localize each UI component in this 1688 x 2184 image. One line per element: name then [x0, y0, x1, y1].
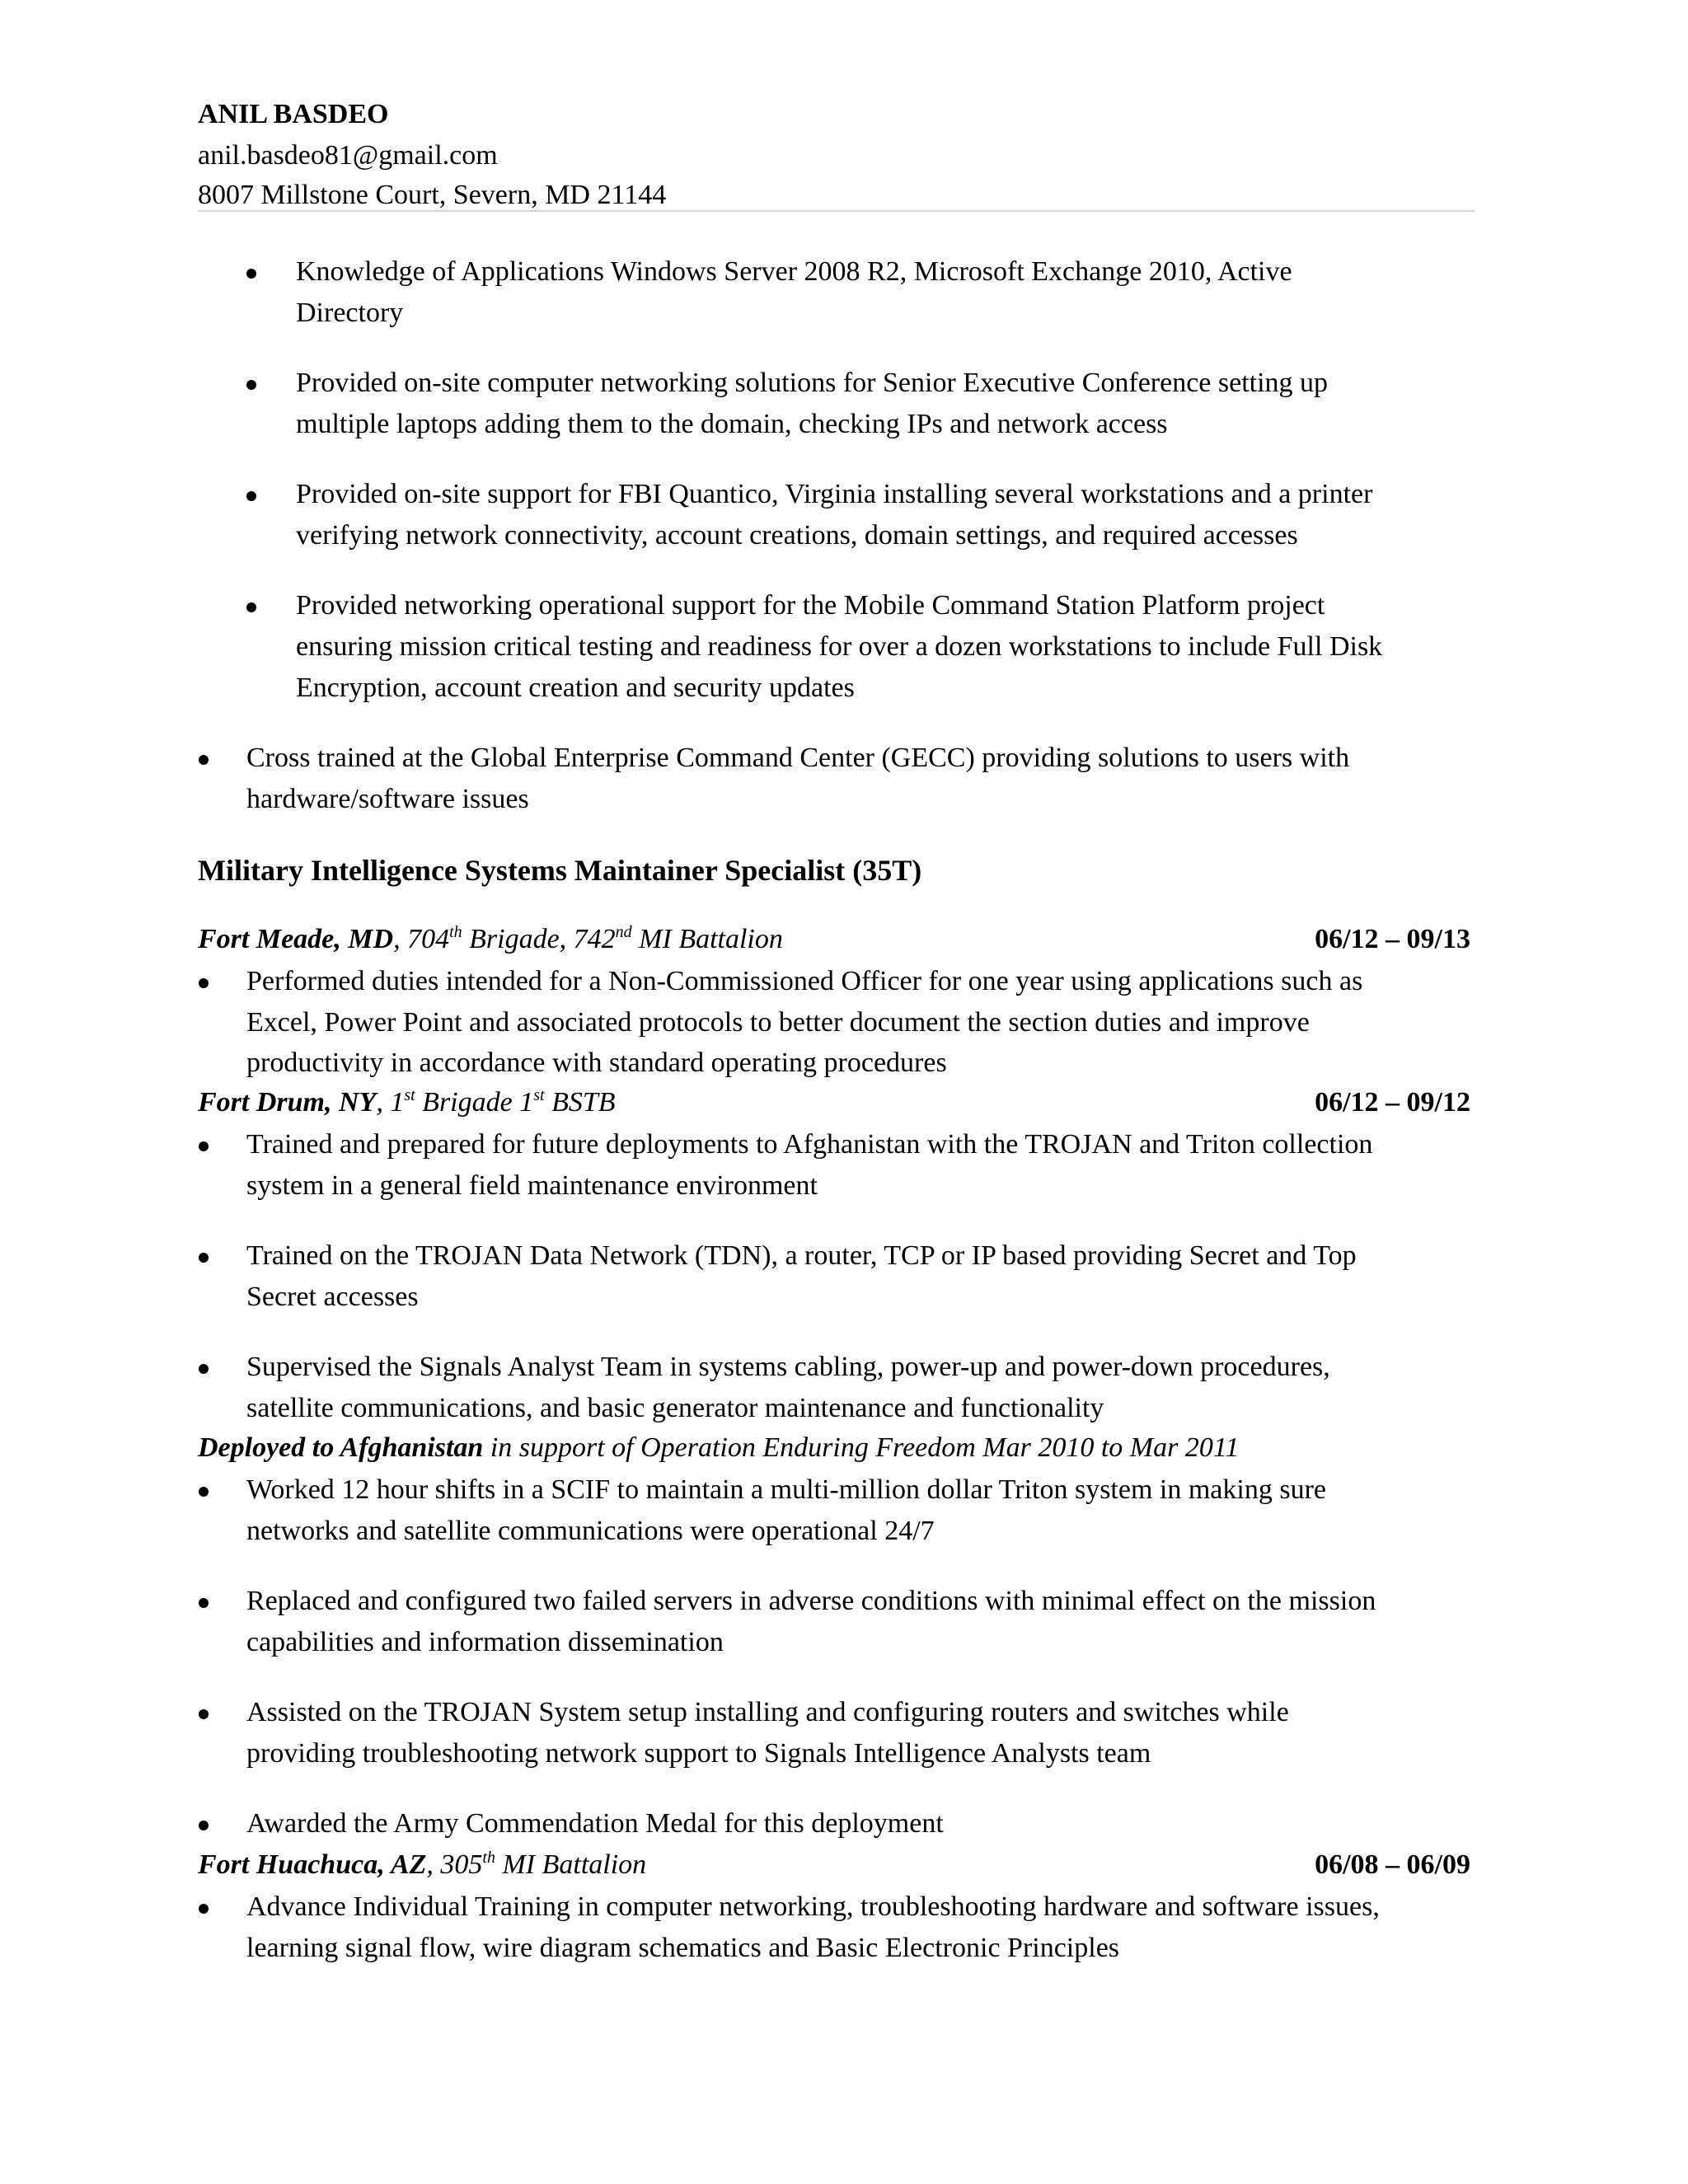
list-item-line: networks and satellite communications were operational 24/7 [246, 1516, 935, 1546]
entry-unit-text: , 1 [376, 1087, 405, 1118]
bullet-dot [199, 1253, 209, 1263]
bullet-dot [199, 755, 209, 765]
candidate-address: 8007 Millstone Court, Severn, MD 21144 [198, 180, 667, 210]
candidate-email: anil.basdeo81@gmail.com [198, 140, 498, 171]
ordinal-suffix: st [533, 1086, 545, 1104]
list-item-line: Excel, Power Point and associated protocols to better document the section duties and improve [246, 1007, 1310, 1038]
list-item-line: Provided networking operational support for the Mobile Command Station Platform project [296, 590, 1325, 621]
entry-dates: 06/12 – 09/12 [1315, 1087, 1470, 1118]
list-item-line: Knowledge of Applications Windows Server 2008 R2, Microsoft Exchange 2010, Active [296, 256, 1292, 287]
section-title: Military Intelligence Systems Maintainer Specialist (35T) [198, 854, 922, 887]
entry-unit-text: in support of Operation Enduring Freedom Mar 2010 to Mar 2011 [483, 1432, 1240, 1463]
bullet-dot [199, 1364, 209, 1374]
list-item-line: productivity in accordance with standard operating procedures [246, 1047, 947, 1078]
ordinal-suffix: th [449, 923, 462, 941]
list-item-line: Replaced and configured two failed servers in adverse conditions with minimal effect on the mission [246, 1586, 1376, 1616]
entry-unit-text: BSTB [544, 1087, 616, 1118]
entry-place: Fort Drum, NY [198, 1087, 377, 1118]
entry-unit-text: , 704 [393, 924, 450, 954]
list-item-line: capabilities and information dissemination [246, 1627, 724, 1657]
header-divider [198, 210, 1475, 212]
entry-dates: 06/08 – 06/09 [1315, 1849, 1470, 1880]
entry-place: Deployed to Afghanistan [198, 1432, 484, 1463]
entry-place: Fort Huachuca, AZ [198, 1849, 427, 1880]
bullet-dot [199, 1821, 209, 1830]
entry-place: Fort Meade, MD [198, 924, 394, 954]
entry-unit-text: , 305 [426, 1849, 483, 1880]
list-item-line: Trained and prepared for future deployments to Afghanistan with the TROJAN and Triton collection [246, 1129, 1373, 1160]
list-item-line: Provided on-site support for FBI Quantico, Virginia installing several workstations and a printer [296, 479, 1373, 509]
bullet-dot [199, 1487, 209, 1497]
entry-heading-fort-drum [198, 1086, 616, 1118]
bullet-dot [199, 978, 209, 988]
bullet-dot [246, 269, 256, 279]
entry-heading-afghanistan [198, 1434, 1239, 1462]
entry-heading-fort-meade [198, 923, 783, 954]
bullet-dot [199, 1598, 209, 1608]
entry-unit-text: Brigade, 742 [462, 924, 616, 954]
list-item-line: hardware/software issues [246, 784, 529, 814]
bullet-dot [246, 602, 256, 612]
entry-unit-text: MI Battalion [495, 1849, 647, 1880]
ordinal-suffix: th [482, 1849, 495, 1867]
entry-unit-text: MI Battalion [631, 924, 783, 954]
list-item-line: Supervised the Signals Analyst Team in systems cabling, power-up and power-down procedures, [246, 1352, 1330, 1382]
list-item-line: ensuring mission critical testing and readiness for over a dozen workstations to include Full Disk [296, 631, 1383, 662]
list-item-line: satellite communications, and basic generator maintenance and functionality [246, 1393, 1104, 1423]
list-item-line: Secret accesses [246, 1282, 419, 1312]
entry-unit-text: Brigade 1 [415, 1087, 534, 1118]
list-item-line: Directory [296, 298, 404, 328]
list-item-line: providing troubleshooting network support to Signals Intelligence Analysts team [246, 1738, 1151, 1769]
list-item-line: Awarded the Army Commendation Medal for this deployment [246, 1808, 944, 1839]
ordinal-suffix: nd [615, 923, 632, 941]
entry-dates: 06/12 – 09/13 [1315, 924, 1470, 954]
list-item-line: Advance Individual Training in computer networking, troubleshooting hardware and software issues, [246, 1891, 1380, 1922]
bullet-dot [246, 491, 256, 501]
list-item-line: Assisted on the TROJAN System setup installing and configuring routers and switches while [246, 1697, 1289, 1727]
bullet-dot [199, 1709, 209, 1719]
bullet-dot [199, 1904, 209, 1914]
list-item-line: multiple laptops adding them to the domain, checking IPs and network access [296, 409, 1168, 439]
candidate-name: ANIL BASDEO [198, 99, 389, 129]
entry-heading-fort-huachuca [198, 1851, 646, 1879]
list-item-line: Provided on-site computer networking solutions for Senior Executive Conference setting up [296, 368, 1329, 398]
list-item-line: learning signal flow, wire diagram schematics and Basic Electronic Principles [246, 1933, 1120, 1963]
bullet-dot [246, 380, 256, 390]
list-item-line: Performed duties intended for a Non-Commissioned Officer for one year using applications such as [246, 966, 1363, 996]
list-item-line: verifying network connectivity, account creations, domain settings, and required accesses [296, 520, 1298, 551]
list-item-line: Trained on the TROJAN Data Network (TDN), a router, TCP or IP based providing Secret and Top [246, 1240, 1357, 1271]
list-item-line: Cross trained at the Global Enterprise Command Center (GECC) providing solutions to users with [246, 743, 1350, 773]
list-item-line: system in a general field maintenance environment [246, 1170, 818, 1201]
list-item-line: Worked 12 hour shifts in a SCIF to maintain a multi-million dollar Triton system in making sure [246, 1474, 1326, 1505]
list-item-line: Encryption, account creation and security updates [296, 673, 855, 703]
ordinal-suffix: st [404, 1086, 415, 1104]
bullet-dot [199, 1141, 209, 1151]
